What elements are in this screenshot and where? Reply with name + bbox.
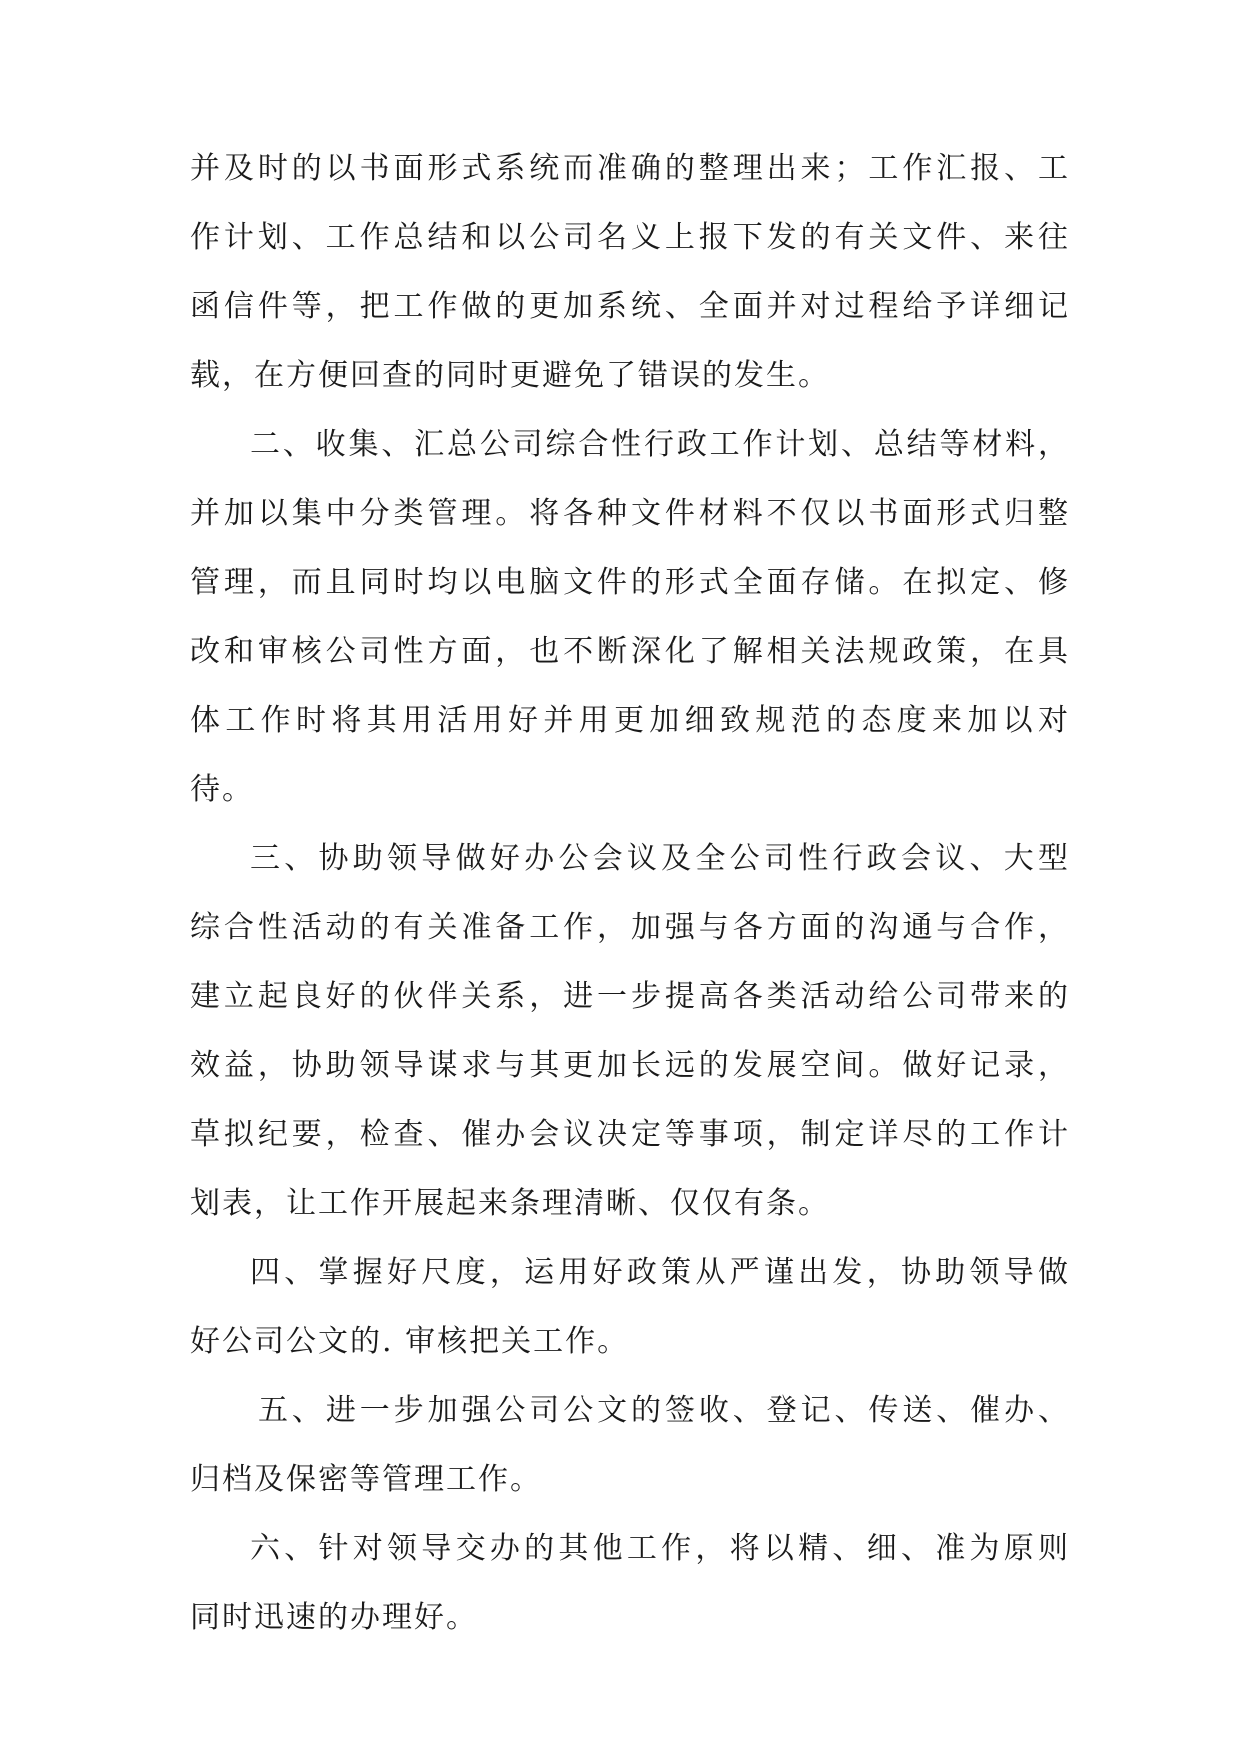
paragraph-2-line-6: 待。 [190, 772, 254, 807]
paragraph-4-line-1: 四、掌握好尺度，运用好政策从严谨出发，协助领导做 [250, 1255, 1070, 1290]
paragraph-2-line-5: 体工作时将其用活用好并用更加细致规范的态度来加以对 [190, 703, 1070, 738]
paragraph-2-line-2: 并加以集中分类管理。将各种文件材料不仅以书面形式归整 [190, 496, 1070, 531]
paragraph-2-line-3: 管理，而且同时均以电脑文件的形式全面存储。在拟定、修 [190, 565, 1070, 600]
paragraph-6-line-1: 六、针对领导交办的其他工作，将以精、细、准为原则 [250, 1531, 1070, 1566]
paragraph-2-line-4: 改和审核公司性方面，也不断深化了解相关法规政策，在具 [190, 634, 1070, 669]
paragraph-5-line-1: 五、进一步加强公司公文的签收、登记、传送、催办、 [258, 1393, 1070, 1428]
paragraph-1-line-2: 作计划、工作总结和以公司名义上报下发的有关文件、来往 [190, 220, 1070, 255]
paragraph-1-line-1: 并及时的以书面形式系统而准确的整理出来；工作汇报、工 [190, 151, 1070, 186]
paragraph-3-line-4: 效益，协助领导谋求与其更加长远的发展空间。做好记录， [190, 1048, 1070, 1083]
paragraph-1-line-3: 函信件等，把工作做的更加系统、全面并对过程给予详细记 [190, 289, 1070, 324]
paragraph-3-line-6: 划表，让工作开展起来条理清晰、仅仅有条。 [190, 1186, 830, 1221]
paragraph-3-line-2: 综合性活动的有关准备工作，加强与各方面的沟通与合作， [190, 910, 1070, 945]
paragraph-2-line-1: 二、收集、汇总公司综合性行政工作计划、总结等材料， [250, 427, 1070, 462]
paragraph-5-line-2: 归档及保密等管理工作。 [190, 1462, 542, 1497]
paragraph-3-line-5: 草拟纪要，检查、催办会议决定等事项，制定详尽的工作计 [190, 1117, 1070, 1152]
paragraph-3-line-1: 三、协助领导做好办公会议及全公司性行政会议、大型 [250, 841, 1070, 876]
paragraph-1-line-4: 载，在方便回查的同时更避免了错误的发生。 [190, 358, 830, 393]
paragraph-6-line-2: 同时迅速的办理好。 [190, 1600, 478, 1635]
paragraph-4-line-2: 好公司公文的. 审核把关工作。 [190, 1324, 630, 1359]
paragraph-3-line-3: 建立起良好的伙伴关系，进一步提高各类活动给公司带来的 [190, 979, 1070, 1014]
